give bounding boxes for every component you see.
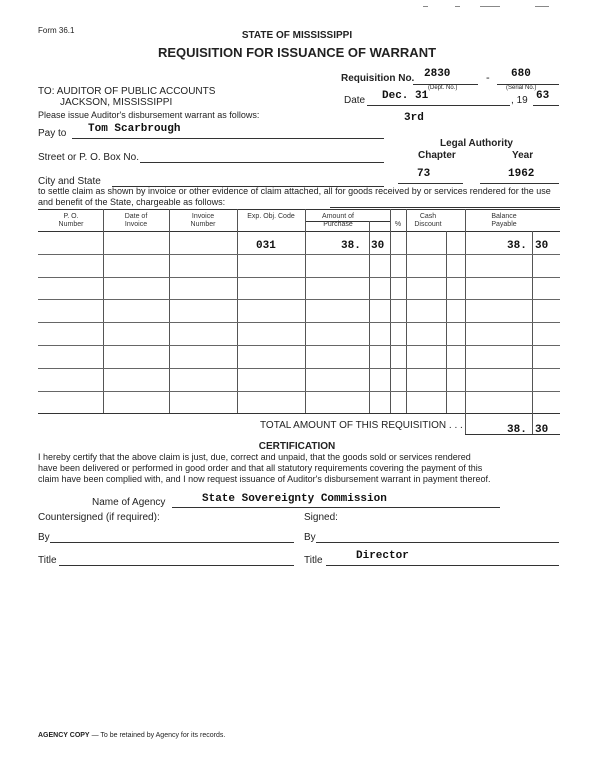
addressee-line1: TO: AUDITOR OF PUBLIC ACCOUNTS [38, 86, 216, 97]
col-divider [237, 209, 238, 413]
table-row-line [38, 368, 560, 369]
certification-heading: CERTIFICATION [258, 441, 336, 452]
col-divider [305, 209, 306, 413]
col-divider [103, 209, 104, 413]
table-header-bottom [38, 231, 560, 232]
margin-mark [535, 6, 549, 7]
by-label-right: By [304, 532, 316, 543]
dash: - [486, 72, 490, 84]
title-label-left: Title [38, 555, 57, 566]
countersigned-label: Countersigned (if required): [38, 512, 160, 523]
col-divider [169, 209, 170, 413]
year-authority-value: 1962 [508, 168, 535, 180]
agency-copy-text: — To be retained by Agency for its records. [91, 732, 226, 739]
col-header-po-number: P. O. Number [58, 213, 84, 228]
total-dollars: 38. [507, 424, 527, 436]
street-label: Street or P. O. Box No. [38, 152, 139, 163]
chapter-value: 73 [417, 168, 431, 180]
year-line [533, 105, 559, 106]
col-header-amount-of-purchase: Amount of Purchase [322, 213, 354, 228]
total-label: TOTAL AMOUNT OF THIS REQUISITION . . . [260, 420, 463, 431]
margin-mark [423, 6, 428, 7]
agency-copy-label: AGENCY COPY [38, 732, 90, 739]
row-balance-dollars: 38. [507, 240, 527, 252]
dept-no-caption: (Dept. No.) [428, 85, 458, 91]
col-divider [369, 221, 370, 413]
chapter-label: Chapter [418, 150, 456, 161]
chapter-line [398, 183, 463, 184]
total-cents: 30 [535, 424, 549, 436]
instruction-text: Please issue Auditor's disbursement warrant as follows: [38, 110, 260, 120]
date-label: Date [344, 95, 366, 106]
col-header-balance-payable: Balance Payable [491, 213, 517, 228]
legal-authority-extra: 3rd [404, 112, 424, 124]
agency-label: Name of Agency [92, 497, 166, 508]
row-amount-cents: 30 [371, 240, 385, 252]
title-line-left [59, 565, 294, 566]
requisition-label: Requisition No. [341, 73, 415, 84]
legal-authority-heading: Legal Authority [440, 138, 513, 149]
dept-no-value: 2830 [424, 68, 451, 80]
certification-line: have been delivered or performed in good order and that all statutory requirements covering the payment of this [38, 463, 483, 473]
pay-to-label: Pay to [38, 128, 67, 139]
col-header-cash-discount: Cash Discount [414, 213, 442, 228]
year-label: Year [512, 150, 534, 161]
col-divider [532, 231, 533, 434]
date-value: Dec. 31 [382, 90, 429, 102]
pay-to-line [72, 138, 384, 139]
title-label-right: Title [304, 555, 323, 566]
certification-line: claim have been complied with, and I now request issuance of Auditor's disbursement warrant in payment thereof. [38, 474, 491, 484]
pay-to-value: Tom Scarbrough [88, 123, 181, 135]
margin-mark [455, 6, 460, 7]
table-row-line [38, 299, 560, 300]
table-top-border [38, 209, 560, 210]
title-value: Director [356, 550, 409, 562]
by-line-left [50, 542, 294, 543]
street-line [140, 162, 384, 163]
agency-value: State Sovereignty Commission [202, 493, 387, 505]
col-header-exp-obj-code: Exp. Obj. Code [247, 213, 295, 220]
serial-no-caption: (Serial No.) [506, 85, 537, 91]
state-heading: STATE OF MISSISSIPPI [241, 30, 353, 41]
col-header-percent: % [394, 221, 402, 228]
date-line [367, 105, 510, 106]
settle-end-line [330, 207, 560, 208]
year-authority-line [480, 183, 559, 184]
table-row-line [38, 322, 560, 323]
col-divider [390, 209, 391, 413]
city-label: City and State [38, 176, 101, 187]
table-row-line [38, 345, 560, 346]
col-header-invoice-number: Invoice Number [190, 213, 216, 228]
page-title: REQUISITION FOR ISSUANCE OF WARRANT [157, 45, 437, 60]
row-balance-cents: 30 [535, 240, 549, 252]
table-row-line [38, 254, 560, 255]
table-row-line [38, 277, 560, 278]
agency-line [172, 507, 500, 508]
row-amount-dollars: 38. [341, 240, 361, 252]
settle-text: to settle claim as shown by invoice or other evidence of claim attached, all for goods received by or services rendered for the use and benefit of the State, chargeable as follows: [38, 186, 551, 207]
margin-mark [480, 6, 500, 7]
row-exp-code: 031 [256, 240, 276, 252]
footer [38, 732, 225, 739]
by-label-left: By [38, 532, 50, 543]
table-row-line [38, 391, 560, 392]
col-divider [406, 209, 407, 413]
serial-no-value: 680 [511, 68, 531, 80]
year-prefix: , 19 [511, 95, 528, 106]
addressee-line2: JACKSON, MISSISSIPPI [60, 97, 173, 108]
year-value: 63 [536, 90, 550, 102]
col-header-date-of-invoice: Date of Invoice [124, 213, 148, 228]
certification-line: I hereby certify that the above claim is just, due, correct and unpaid, that the goods sold or services rendered [38, 452, 471, 462]
signed-label: Signed: [304, 512, 338, 523]
year-prefix-text: 19 [516, 95, 528, 106]
table-body-bottom [38, 413, 560, 414]
by-line-right [316, 542, 559, 543]
form-number: Form 36.1 [38, 26, 75, 35]
title-line-right [326, 565, 559, 566]
